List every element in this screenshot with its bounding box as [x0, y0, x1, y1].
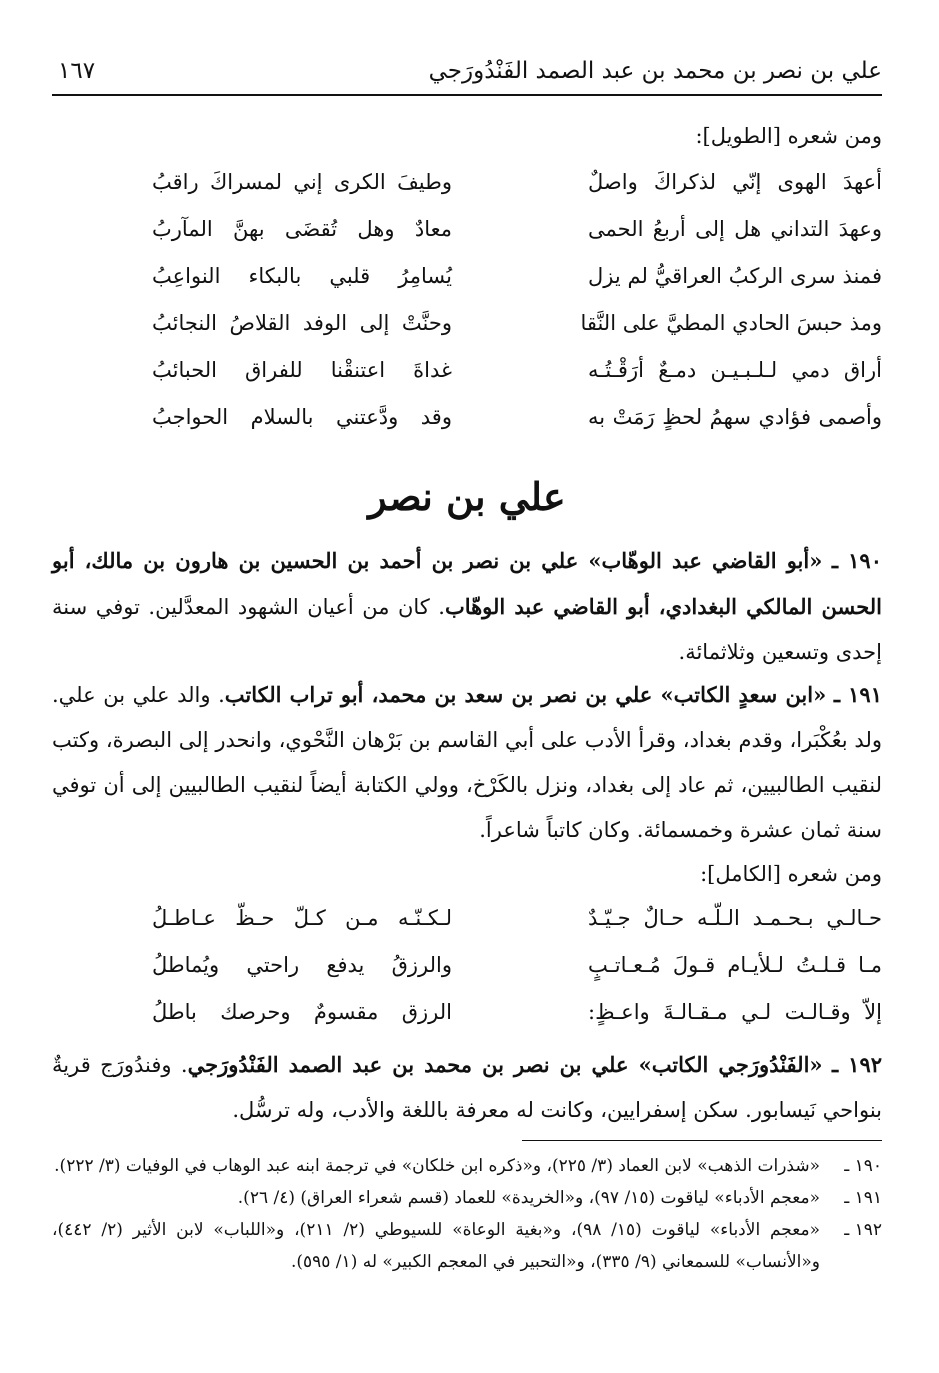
entry-heading: «أبو القاضي عبد الوهّاب» علي بن نصر بن أحمد بن الحسين بن هارون بن مالك، أبو الحسن المالكي البغدادي، أبو القاضي عبد الوهّاب — [52, 548, 882, 619]
footnote-number: ١٩١ ـ — [844, 1188, 882, 1208]
verse-first-hemistich: حـالـي بـحـمـد الـلّـه حـالٌ جـيّـدٌ — [588, 906, 882, 930]
verse-second-hemistich: وحنَّتْ إلى الوفد القلاصُ النجائبُ — [152, 311, 452, 335]
footnote — [52, 1150, 882, 1182]
footnote-rule — [522, 1140, 882, 1141]
verse — [52, 990, 882, 1037]
verse-second-hemistich: غداةَ اعتنقْنا للفراق الحبائبُ — [152, 358, 452, 382]
verse — [52, 943, 882, 990]
verse-second-hemistich: لـكـنّـه مـن كـلّ حـظّ عـاطـلُ — [152, 906, 452, 930]
verse-second-hemistich: يُسامِرُ قلبي بالبكاء النواعِبُ — [152, 264, 452, 288]
footnote-number: ١٩٢ ـ — [844, 1220, 882, 1240]
book-page — [52, 0, 882, 1373]
entry-heading: «الفَنْدُورَجي الكاتب» علي بن نصر بن محمد بن عبد الصمد الفَنْدُورَجي — [187, 1052, 823, 1077]
verse-second-hemistich: الرزق مقسومٌ وحرصك باطلُ — [152, 1000, 452, 1024]
verse — [52, 348, 882, 395]
verse-first-hemistich: مـا قـلـتُ لـلأيـام قـولَ مُـعـاتـبٍ — [588, 953, 882, 977]
entry-number: ١٩١ ـ — [833, 682, 882, 707]
verse-first-hemistich: ومذ حبسَ الحادي المطيَّ على النَّقا — [580, 311, 882, 335]
verse-first-hemistich: وأصمى فؤادي سهمُ لحظٍ رَمَتْ به — [588, 405, 882, 429]
running-header — [52, 52, 882, 92]
footnote — [52, 1182, 882, 1214]
poem-verses — [52, 160, 882, 442]
verse-first-hemistich: أعهدَ الهوى إنّي لذكراكَ واصلٌ — [588, 170, 882, 194]
footnote-number: ١٩٠ ـ — [844, 1156, 882, 1176]
footnote-text: «معجم الأدباء» لياقوت (١٥/ ٩٧)، و«الخريدة» للعماد (قسم شعراء العراق) (٤/ ٢٦). — [237, 1188, 820, 1208]
footnote — [52, 1214, 882, 1278]
verse-first-hemistich: فمنذ سرى الركبُ العراقيُّ لم يزل — [588, 264, 882, 288]
footnote-text: «شذرات الذهب» لابن العماد (٣/ ٢٢٥)، و«ذكره ابن خلكان» في ترجمة ابنه عبد الوهاب في الوفيات (٣/ ٢٢٢). — [54, 1156, 820, 1176]
poem-intro: ومن شعره [الطويل]: — [695, 124, 882, 148]
entry-191 — [52, 672, 882, 853]
verse — [52, 301, 882, 348]
running-title: علي بن نصر بن محمد بن عبد الصمد الفَنْدُورَجي — [428, 58, 882, 84]
entry-number: ١٩٠ ـ — [831, 548, 882, 573]
entry-body: . كان من أعيان الشهود المعدَّلين. توفي سنة إحدى وتسعين وثلاثمائة. — [52, 595, 882, 664]
entry-body: . والد علي بن علي. ولد بعُكْبَرا، وقدم بغداد، وقرأ الأدب على أبي القاسم بن بَرْهان النَّحْوي، وانحدر إلى البصرة، وكتب لنقيب الطالبيين، ثم عاد إلى بغداد، ونزل بالكَرْخ، وولي الكتابة أيضاً لنقيب الطالبيين إلى أن توفي سنة ثمان عشرة وخمسمائة. وكان كاتباً شاعراً. — [52, 683, 882, 842]
verse-second-hemistich: وقد ودَّعتني بالسلام الحواجبُ — [152, 405, 452, 429]
verse-first-hemistich: وعهدَ التداني هل إلى أربعُ الحمى — [588, 217, 882, 241]
verse — [52, 160, 882, 207]
verse — [52, 896, 882, 943]
verse-first-hemistich: أراق دمي لـلـبـيـن دمـعٌ أرَقْـتُـه — [588, 358, 882, 382]
verse-second-hemistich: معادٌ وهل تُقضَى بهنَّ المآربُ — [152, 217, 452, 241]
verse — [52, 395, 882, 442]
entry-192 — [52, 1042, 882, 1133]
poem-intro: ومن شعره [الكامل]: — [700, 862, 882, 886]
entry-body: . وفندُورَج قريةٌ بنواحي نَيسابور. سكن إسفرايين، وكانت له معرفة باللغة والأدب، وله ترسُّل. — [52, 1053, 882, 1122]
page-number: ١٦٧ — [58, 58, 96, 84]
entry-190 — [52, 538, 882, 675]
footnotes — [52, 1150, 882, 1278]
section-title: علي بن نصر — [368, 474, 566, 519]
footnote-text: «معجم الأدباء» لياقوت (١٥/ ٩٨)، و«بغية الوعاة» للسيوطي (٢/ ٢١١)، و«اللباب» لابن الأثير (٢/ ٤٤٢)، و«الأنساب» للسمعاني (٩/ ٣٣٥)، و«التحبير في المعجم الكبير» له (١/ ٥٩٥). — [52, 1220, 820, 1272]
verse-second-hemistich: وطيفَ الكرى إني لمسراكَ راقبُ — [152, 170, 452, 194]
entry-heading: «ابن سعدٍ الكاتب» علي بن نصر بن سعد بن محمد، أبو تراب الكاتب — [224, 682, 827, 707]
verse-first-hemistich: إلاّ وقـالـت لـي مـقـالـةَ واعـظٍ: — [588, 1000, 882, 1024]
entry-number: ١٩٢ ـ — [831, 1052, 883, 1077]
verse-second-hemistich: والرزقُ يدفع راحتي ويُماطلُ — [152, 953, 452, 977]
poem-verses — [52, 896, 882, 1037]
verse — [52, 207, 882, 254]
verse — [52, 254, 882, 301]
header-rule — [52, 94, 882, 96]
